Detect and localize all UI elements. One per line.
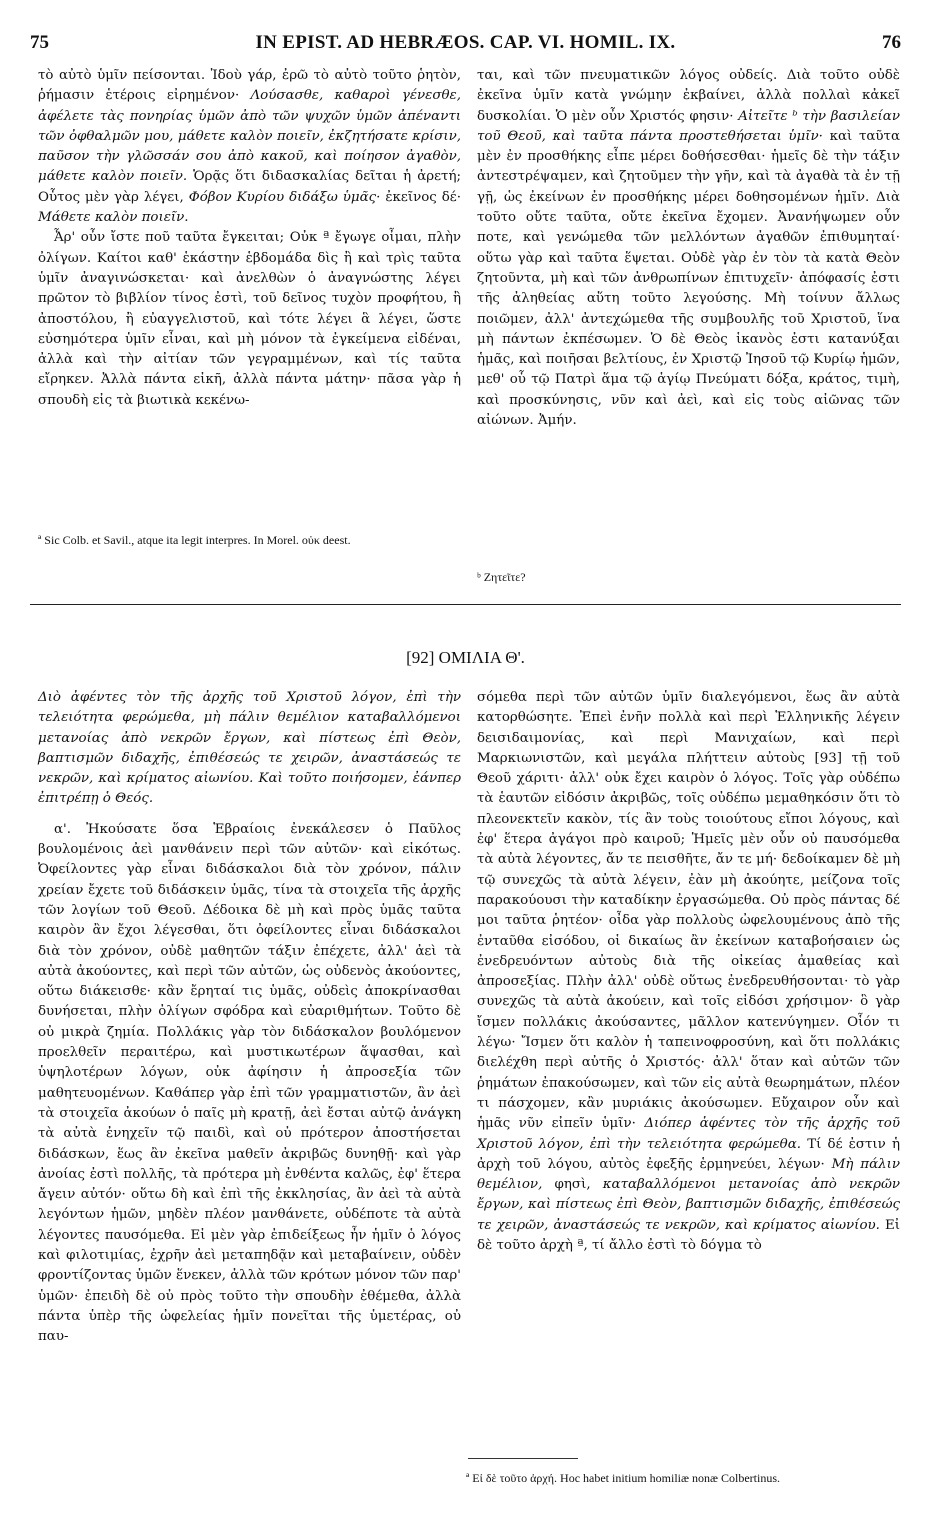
top-right-column	[477, 66, 900, 431]
text-run: ἐκεῖνος δέ·	[385, 189, 461, 205]
scripture-lemma: Καὶ τοῦτο ποιήσομεν, ἐάνπερ ἐπιτρέπῃ ὁ Θεός.	[38, 771, 461, 807]
footnote-divider	[468, 1458, 578, 1459]
scripture-quote: Μάθετε καλὸν ποιεῖν.	[38, 210, 189, 226]
lemma	[38, 688, 461, 810]
scripture-quote: Λούσασθε, καθαροὶ γένεσθε, ἀφέλετε τὰς πονηρίας ὑμῶν ἀπὸ τῶν ψυχῶν ὑμῶν ἀπέναντι τῶν ὀφθαλμῶν μου, μάθετε καλὸν ποιεῖν, ἐκζητήσατε κρίσιν, παῦσον τὴν γλῶσσάν σου ἀπὸ κακοῦ, καὶ ποίησον ἀγαθὸν, μάθετε καλὸν ποιεῖν.	[38, 88, 461, 185]
homily-title: [92] ΟΜΙΛΙΑ Θ'.	[406, 648, 525, 667]
page-number-left: 75	[30, 32, 49, 53]
footnote-a: ª Sic Colb. et Savil., atque ita legit interpres. In Morel. οὐκ deest.	[38, 533, 351, 547]
running-header	[30, 32, 901, 58]
scripture-quote: Διόπερ ἀφέντες τὸν τῆς ἀρχῆς τοῦ Χριστοῦ λόγον, ἐπὶ τὴν τελειότητα φερώμεθα.	[477, 1116, 901, 1152]
text-run: καὶ ταῦτα μὲν ἐν προσθήκης εἶπε μέρει δοθήσεσθαι· ἡμεῖς δὲ τὴν τάξιν ἀντεστρέψαμεν, καὶ ζητοῦμεν τὴν γῆν, καὶ τὰ ἀγαθὰ τὰ ἐν τῇ γῇ, ὡς ἐκείνων ἐν προσθήκης μέρει δοθησομένων ἡμῖν. Διὰ τοῦτο οὔτε ταῦτα, οὔτε ἐκεῖνα ἔχομεν. Ἀνανήψωμεν οὖν ποτε, καὶ γενώμεθα τῶν μελλόντων ἀγαθῶν ἐπιθυμηταί· οὕτω γὰρ καὶ ταῦτα ἕψεται. Οὐδὲ γὰρ ἐν τὸν τὰ κατὰ Θεὸν ζητοῦντα, μὴ καὶ τῶν ἀνθρωπίνων ἐπιτυχεῖν· ἀπόφασίς ἐστι τῆς ἀληθείας αὕτη τοῦτο λεγούσης. Μὴ τοίνυν ἄλλως ποιῶμεν, ἀλλ' ἀντεχώμεθα τῆς συμβουλῆς τοῦ Χριστοῦ, ἵνα μὴ πάντων ἐκπέσωμεν. Ὁ δὲ Θεὸς ἱκανὸς ἐστι κατανύξαι ἡμᾶς, καὶ ποιῆσαι βελτίους, ἐν Χριστῷ Ἰησοῦ τῷ Κυρίῳ ἡμῶν, μεθ' οὗ τῷ Πατρὶ ἅμα τῷ ἁγίῳ Πνεύματι δόξα, κράτος, τιμὴ, καὶ προσκύνησις, νῦν καὶ ἀεὶ, καὶ εἰς τοὺς αἰῶνας τῶν αἰώνων. Ἀμήν.	[477, 128, 900, 429]
footnote-c: ª Εἰ δὲ τοῦτο ἀρχή. Hoc habet initium homiliæ nonæ Colbertinus.	[466, 1471, 781, 1485]
scripture-quote: Μὴ πάλιν θεμέλιον,	[477, 1156, 900, 1193]
scripture-lemma: Διὸ ἀφέντες τὸν τῆς ἀρχῆς τοῦ Χριστοῦ λόγον, ἐπὶ τὴν τελειότητα φερώμεθα, μὴ πάλιν θεμέλιον καταβαλλόμενοι μετανοίας ἀπὸ νεκρῶν ἔργων, καὶ πίστεως ἐπὶ Θεὸν, βαπτισμῶν διδαχῆς, ἐπιθέσεώς τε χειρῶν, ἀναστάσεώς τε νεκρῶν, καὶ κρίματος αἰωνίου.	[38, 690, 461, 787]
top-left-column	[38, 66, 461, 411]
bottom-left-column	[38, 688, 461, 1348]
paragraph: Ἆρ' οὖν ἴστε ποῦ ταῦτα ἔγκειται; Οὐκ ª ἔγωγε οἶμαι, πλὴν ὀλίγων. Καίτοι καθ' ἑκάστην ἑβδομάδα δὶς ἢ καὶ τρὶς ταῦτα ὑμῖν ἀναγινώσκεται· καὶ ἀνελθὼν ὁ ἀναγνώστης λέγει πρῶτον τὸ βιβλίον τίνος ἐστὶ, τοῦ δεῖνος τυχὸν προφήτου, ἢ ἀποστόλου, ἢ εὐαγγελιστοῦ, καὶ τότε λέγει ἃ λέγει, ὥστε εὐσημότερα ὑμῖν εἶναι, καὶ μὴ μόνον τὰ ἐγκείμενα εἰδέναι, ἀλλὰ καὶ τὴν αἰτίαν τῶν γεγραμμένων, καὶ τίς ταῦτα εἴρηκεν. Ἀλλὰ πάντα εἰκῆ, ἀλλὰ πάντα μάτην· πᾶσα γὰρ ἡ σπουδὴ εἰς τὰ βιωτικὰ κεκένω-	[38, 230, 461, 408]
paragraph: α'. Ἠκούσατε ὅσα Ἑβραίοις ἐνεκάλεσεν ὁ Παῦλος βουλομένοις ἀεὶ μανθάνειν περὶ τῶν αὐτῶν· καὶ εἰκότως. Ὀφείλοντες γὰρ εἶναι διδάσκαλοι διὰ τὸν χρόνον, πάλιν χρείαν ἔχετε τοῦ διδάσκειν ὑμᾶς, τίνα τὰ στοιχεῖα τῆς ἀρχῆς τῶν λογίων τοῦ Θεοῦ. Δέδοικα δὲ μὴ καὶ πρὸς ὑμᾶς ταῦτα καιρὸν ἂν ἔχοι λέγεσθαι, ὅτι ὀφείλοντες εἶναι διδάσκαλοι διὰ τὸν χρόνον, οὐδὲ μαθητῶν τάξιν ἐπέχετε, ἀλλ' ἀεὶ τὰ αὐτὰ ἀκούοντες, καὶ περὶ τῶν αὐτῶν, ὡς οὐδενὸς ἀκούοντες, οὕτω διάκεισθε· κἂν ἔρηταί τις ὑμᾶς, οὐδεὶς ἀποκρίνασθαι δυνήσεται, πλὴν ὀλίγων σφόδρα καὶ εὐαριθμήτων. Τοῦτο δὲ οὐ μικρὰ ζημία. Πολλάκις γὰρ τὸν διδάσκαλον βουλόμενον προελθεῖν περαιτέρω, καὶ μυστικωτέρων ἅψασθαι, καὶ ὑψηλοτέρων λόγων, οὐκ ἀφίησιν ἡ ἀπροσεξία τῶν μαθητευομένων. Καθάπερ γὰρ ἐπὶ τῶν γραμματιστῶν, ἂν ἀεὶ τὰ στοιχεῖα ἀκούων ὁ παῖς μὴ κρατῇ, ἀεὶ ἔσται αὐτῷ ἀνάγκη τὰ αὐτὰ ἐνηχεῖν τῷ παιδὶ, καὶ οὐ πρότερον ἀποστήσεται διδάσκων, ἕως ἂν ἐκεῖνα μαθεῖν ἀκριβῶς δυνηθῇ· καὶ γὰρ ἀνοίας ἐστὶ πολλῆς, τὰ πρότερα μὴ ἐνθέντα καλῶς, ἐφ' ἕτερα ἄγειν αὐτόν· οὕτω δὴ καὶ ἐπὶ τῆς ἐκκλησίας, ἂν ἀεὶ τὰ αὐτὰ λεγόντων ἡμῶν, μηδὲν πλέον μανθάνετε, οὐδέποτε τὰ αὐτὰ λέγοντες παυσόμεθα. Εἰ μὲν γὰρ ἐπιδείξεως ἦν ἡμῖν ὁ λόγος καὶ φιλοτιμίας, ἐχρῆν ἀεὶ μεταπηδᾷν καὶ μεταβαίνειν, οὐδὲν φροντίζοντας ὑμῶν ἕνεκεν, ἀλλὰ τῶν κρότων μόνον τῶν παρ' ὑμῶν· ἐπειδὴ δὲ οὐ πρὸς τοῦτο τὴν σπουδὴν ἐθέμεθα, ἀλλὰ πάντα ὑπὲρ τῆς ὠφελείας ἡμῖν πονεῖται τῆς ὑμετέρας, οὐ παυ-	[38, 821, 461, 1345]
bottom-right-column	[477, 688, 900, 1256]
paragraph	[477, 66, 900, 431]
page-number-right: 76	[882, 32, 901, 53]
running-head-title: IN EPIST. AD HEBRÆOS. CAP. VI. HOMIL. IX.	[255, 32, 676, 53]
paragraph	[38, 66, 461, 228]
text-run: σόμεθα περὶ τῶν αὐτῶν ὑμῖν διαλεγόμενοι, ἕως ἂν αὐτὰ κατορθώσητε. Ἐπεὶ ἐνῆν πολλὰ καὶ περὶ Ἑλληνικῆς λέγειν δεισιδαιμονίας, καὶ περὶ Μανιχαίων, καὶ περὶ Μαρκιωνιστῶν, καὶ μεγάλα πλήττειν αὐτοὺς [93] τῇ τοῦ Θεοῦ χάριτι· ἀλλ' οὐκ ἔχει καιρὸν ὁ λόγος. Τοῖς γὰρ οὐδέπω τὰ ἑαυτῶν εἰδόσιν ἀκριβῶς, τοῖς οὐδέπω μεμαθηκόσιν ὅτι τὸ πλεονεκτεῖν κακὸν, τίς ἂν τοὺς τοιούτους εἴποι λόγους, καὶ ἐφ' ἕτερα ἀγάγοι πρὸ καιροῦ; Ἡμεῖς μὲν οὖν οὐ παυσόμεθα τὰ αὐτὰ λέγοντες, ἄν τε πεισθῆτε, ἄν τε μή· δεδοίκαμεν δὲ μὴ τῷ συνεχῶς τὰ αὐτὰ λέγειν, ἐὰν μὴ ἀκούητε, μείζονα τοῖς παρακούουσι τὴν καταδίκην ἐργασώμεθα. Οὐ πρὸς πάντας δέ μοι ταῦτα ῥητέον· οἶδα γὰρ πολλοὺς ὠφελουμένους ἀπὸ τῆς ἐνταῦθα εἰσόδου, οἱ δικαίως ἂν ἐκείνων καταβοήσαιεν ὡς ἐνεδρευόντων αὐτοὺς διὰ τῆς οἰκείας ἀμαθείας καὶ ἀπροσεξίας. Πλὴν ἀλλ' οὐδὲ οὕτως ἐνεδρευθήσονται· τὸ γὰρ συνεχῶς τὰ αὐτὰ ἀκούειν, καὶ τοῖς εἰδόσι χρήσιμον· ὃ γὰρ ἴσμεν πολλάκις ἀκούσαντες, μᾶλλον κατενύγημεν. Οἷόν τι λέγω· Ἴσμεν ὅτι καλὸν ἡ ταπεινοφροσύνη, καὶ ὅτι πολλάκις διελέχθη περὶ αὐτῆς ὁ Χριστός· ἀλλ' ὅταν καὶ αὐτῶν τῶν ῥημάτων ἐπακούσωμεν, καὶ τῶν εἰς αὐτὰ θεωρημάτων, πλέον τι πάσχομεν, κἂν μυριάκις ἀκούσωμεν. Εὔχαιρον οὖν καὶ ἡμᾶς νῦν εἰπεῖν ὑμῖν·	[477, 690, 900, 1132]
scripture-quote: Φόβον Κυρίου διδάξω ὑμᾶς·	[188, 189, 381, 205]
text-run: φησὶ,	[554, 1177, 591, 1193]
text-run: Τί δέ ἐστιν ἡ ἀρχὴ τοῦ λόγου, αὐτὸς ἐφεξῆς ἑρμηνεύει, λέγων·	[477, 1136, 900, 1172]
text-run: Εἰ δὲ τοῦτο ἀρχὴ ª, τί ἄλλο ἐστὶ τὸ δόγμα τὸ	[477, 1217, 900, 1254]
text-run: ται, καὶ τῶν πνευματικῶν λόγος οὐδείς. Διὰ τοῦτο οὐδὲ ἐκεῖνα ὑμῖν κατὰ γνώμην ἐκβαίνει, ἀλλὰ πολλαὶ κἀκεῖ δυσκολίαι. Ὁ μὲν οὖν Χριστός φησιν·	[477, 68, 900, 124]
text-run: Ὁρᾷς ὅτι διδασκαλίας δεῖται ἡ ἀρετή; Οὗτος μὲν γὰρ λέγει,	[38, 169, 461, 205]
section-divider	[30, 604, 901, 605]
text-run: τὸ αὐτὸ ὑμῖν πείσονται. Ἰδοὺ γάρ, ἐρῶ τὸ αὐτὸ τοῦτο ῥητὸν, ῥήμασιν ἑτέροις εἰρημένον·	[38, 68, 461, 104]
scripture-quote: καταβαλλόμενοι μετανοίας ἀπὸ νεκρῶν ἔργων, καὶ πίστεως ἐπὶ Θεὸν, βαπτισμῶν διδαχῆς, ἐπιθέσεώς τε χειρῶν, ἀναστάσεώς τε νεκρῶν, καὶ κρίματος αἰωνίου.	[477, 1177, 901, 1233]
paragraph	[477, 688, 900, 1256]
scripture-quote: Αἰτεῖτε ᵇ τὴν βασιλείαν τοῦ Θεοῦ, καὶ ταῦτα πάντα προστεθήσεται ὑμῖν·	[477, 108, 900, 144]
footnote-b: ᵇ Ζητεῖτε?	[477, 570, 526, 584]
